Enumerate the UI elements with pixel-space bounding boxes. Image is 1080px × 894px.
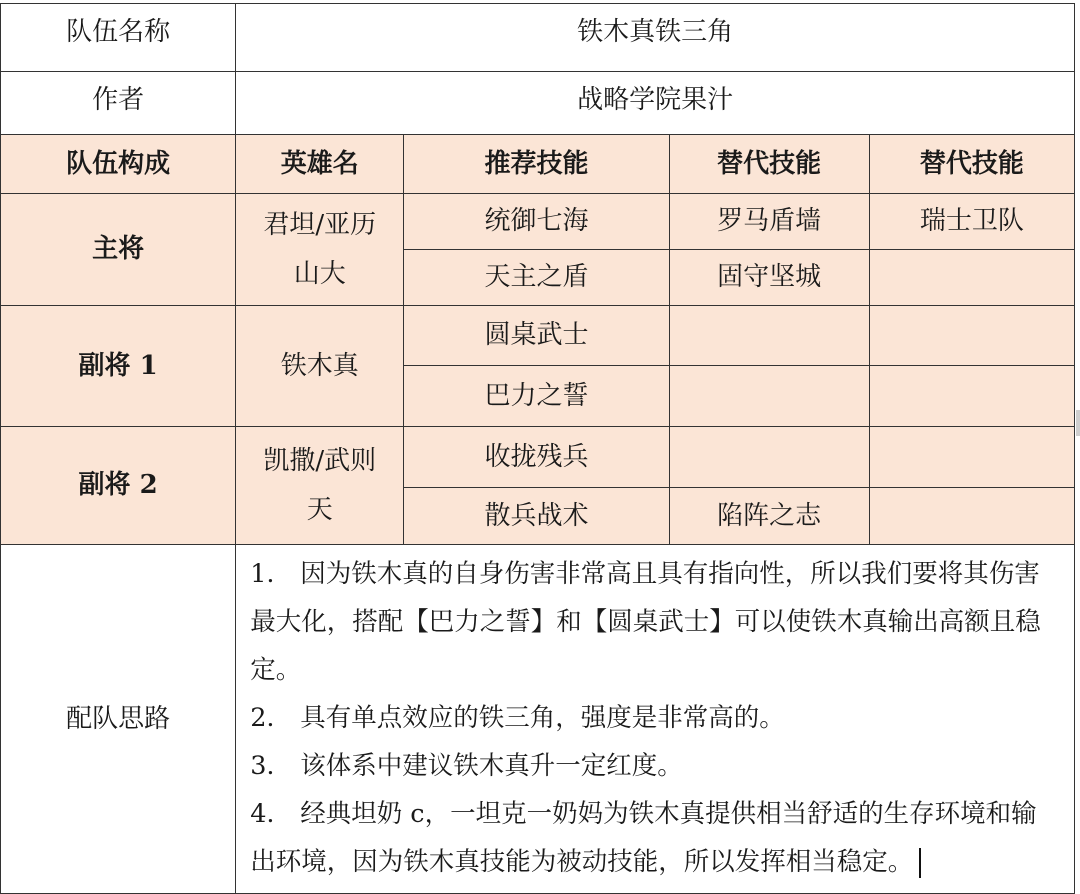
strategy-note: 2. 具有单点效应的铁三角，强度是非常高的。 [250, 702, 785, 733]
table-row [1, 427, 1075, 488]
strategy-notes [236, 545, 1075, 894]
author-label: 作者 [1, 72, 236, 135]
skill-recommended: 天主之盾 [404, 250, 669, 306]
header-row [1, 135, 1075, 194]
skill-alt-1 [669, 366, 869, 427]
hero-vice-1: 铁木真 [236, 306, 404, 427]
header-cell-alt-skill-1: 替代技能 [669, 135, 869, 194]
skill-alt-2 [869, 488, 1074, 545]
header-cell-recommended-skill: 推荐技能 [404, 135, 669, 194]
strategy-note: 3. 该体系中建议铁木真升一定红度。 [250, 750, 683, 781]
skill-alt-2 [869, 427, 1074, 488]
author-value: 战略学院果汁 [236, 72, 1075, 135]
team-lineup-table [0, 3, 1075, 894]
skill-recommended: 圆桌武士 [404, 306, 669, 366]
skill-alt-1 [669, 427, 869, 488]
header-cell-hero: 英雄名 [236, 135, 404, 194]
strategy-label: 配队思路 [1, 545, 236, 894]
strategy-note: 1. 因为铁木真的自身伤害非常高且具有指向性，所以我们要将其伤害最大化，搭配【巴力之誓】和【圆桌武士】可以使铁木真输出高额且稳定。 [250, 559, 1041, 685]
skill-alt-2 [869, 366, 1074, 427]
text-cursor [919, 848, 921, 878]
hero-vice-2 [236, 427, 404, 545]
skill-alt-1 [669, 306, 869, 366]
strategy-note: 4. 经典坦奶 c，一坦克一奶妈为铁木真提供相当舒适的生存环境和输出环境，因为铁木真技能为被动技能，所以发挥相当稳定。 [250, 798, 1037, 877]
table-row [1, 306, 1075, 366]
skill-recommended: 散兵战术 [404, 488, 669, 545]
role-vice-1: 副将 1 [1, 306, 236, 427]
skill-alt-1: 陷阵之志 [669, 488, 869, 545]
edge-scroll-marker [1076, 410, 1080, 436]
skill-alt-2: 瑞士卫队 [869, 194, 1074, 250]
hero-vice-2-line1: 凯撒/武则 [263, 446, 377, 477]
table-row [1, 194, 1075, 250]
skill-recommended: 巴力之誓 [404, 366, 669, 427]
hero-main [236, 194, 404, 306]
skill-alt-1: 固守坚城 [669, 250, 869, 306]
hero-vice-2-line2: 天 [306, 494, 333, 525]
hero-main-line1: 君坦/亚历 [263, 210, 377, 241]
header-cell-alt-skill-2: 替代技能 [869, 135, 1074, 194]
skill-recommended: 收拢残兵 [404, 427, 669, 488]
skill-alt-2 [869, 250, 1074, 306]
strategy-row [1, 545, 1075, 894]
role-main: 主将 [1, 194, 236, 306]
team-name-row [1, 4, 1075, 72]
team-name-value: 铁木真铁三角 [236, 4, 1075, 72]
skill-alt-2 [869, 306, 1074, 366]
hero-main-line2: 山大 [293, 258, 346, 289]
skill-recommended: 统御七海 [404, 194, 669, 250]
author-row [1, 72, 1075, 135]
header-cell-composition: 队伍构成 [1, 135, 236, 194]
team-name-label: 队伍名称 [1, 4, 236, 72]
role-vice-2: 副将 2 [1, 427, 236, 545]
skill-alt-1: 罗马盾墙 [669, 194, 869, 250]
